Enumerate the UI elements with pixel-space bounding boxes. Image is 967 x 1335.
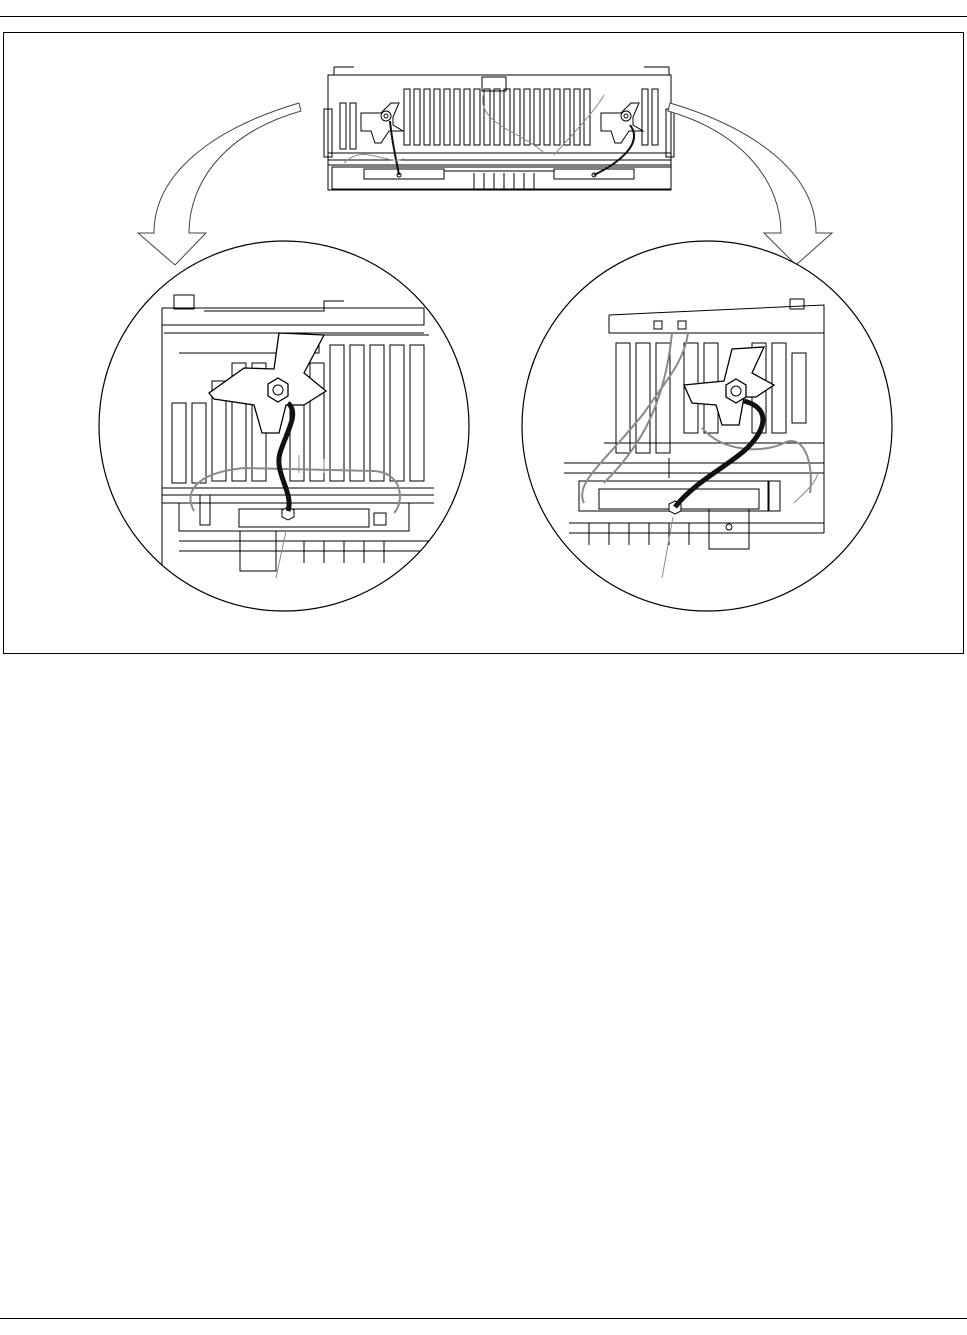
right-detail-circle [522, 241, 892, 611]
overview-assembly [324, 67, 674, 190]
assembly-figure [4, 33, 965, 655]
header-rule [0, 16, 967, 17]
right-arrow [668, 103, 832, 265]
left-detail-circle [99, 241, 469, 611]
figure-frame [3, 32, 964, 654]
footer-rule [0, 1318, 967, 1319]
